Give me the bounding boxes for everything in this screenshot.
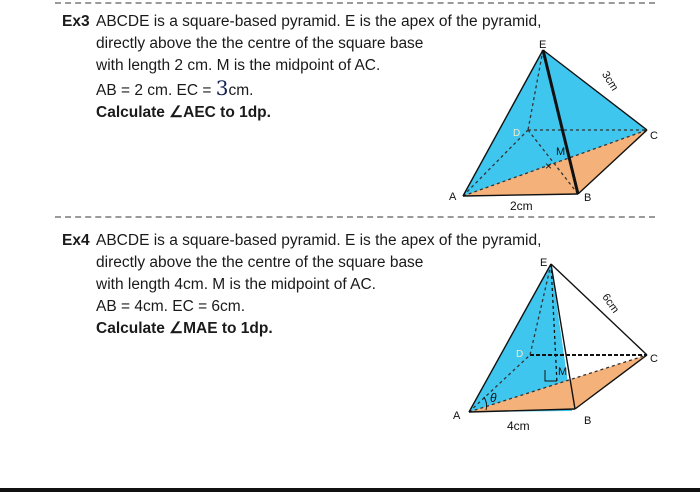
vertex-label-b: B — [584, 415, 592, 427]
slant-edge-length-label: 6cm — [599, 291, 622, 316]
question-task: Calculate ∠MAE to 1dp. — [96, 320, 273, 337]
angle-label-theta: θ — [490, 391, 497, 405]
midpoint-label-m: M — [556, 146, 566, 158]
question-text: cm. EC = — [147, 82, 216, 99]
question-text: cm. M is the midpoint of AC. — [187, 57, 381, 74]
midpoint-label-m: M — [558, 366, 568, 378]
question-line: directly above the the centre of the square base — [96, 254, 424, 271]
edge-ec — [551, 264, 647, 355]
vertex-label-e: E — [540, 257, 548, 269]
question-line: directly above the the centre of the square base — [96, 35, 424, 52]
exercise-number: Ex4 — [62, 232, 90, 249]
midpoint-cross: × — [545, 159, 553, 173]
question-text: AB = 2 — [96, 82, 143, 99]
question-line: ABCDE is a square-based pyramid. E is the apex of the pyramid, — [96, 13, 542, 30]
vertex-label-c: C — [650, 130, 658, 142]
question-text: cm. — [228, 82, 254, 99]
vertex-label-e: E — [539, 39, 547, 51]
exercise-number: Ex3 — [62, 13, 90, 30]
question-task: Calculate ∠AEC to 1dp. — [96, 104, 271, 121]
question-text: with length 2 — [96, 57, 184, 74]
vertex-label-a: A — [453, 410, 461, 422]
base-length-label: 4cm — [507, 419, 530, 433]
slant-edge-length-label: 3cm — [599, 69, 621, 94]
question-line: ABCDE is a square-based pyramid. E is the apex of the pyramid, — [96, 232, 542, 249]
vertex-label-c: C — [650, 353, 658, 365]
base-length-label: 2cm — [510, 199, 533, 213]
vertex-label-b: B — [584, 192, 592, 204]
question-line: with length 4cm. M is the midpoint of AC. — [96, 276, 376, 293]
vertex-label-d: D — [516, 349, 524, 360]
vertex-label-a: A — [449, 191, 457, 203]
vertex-label-d: D — [513, 128, 521, 139]
question-line: AB = 4cm. EC = 6cm. — [96, 298, 246, 315]
handwritten-value: 3 — [215, 76, 229, 100]
